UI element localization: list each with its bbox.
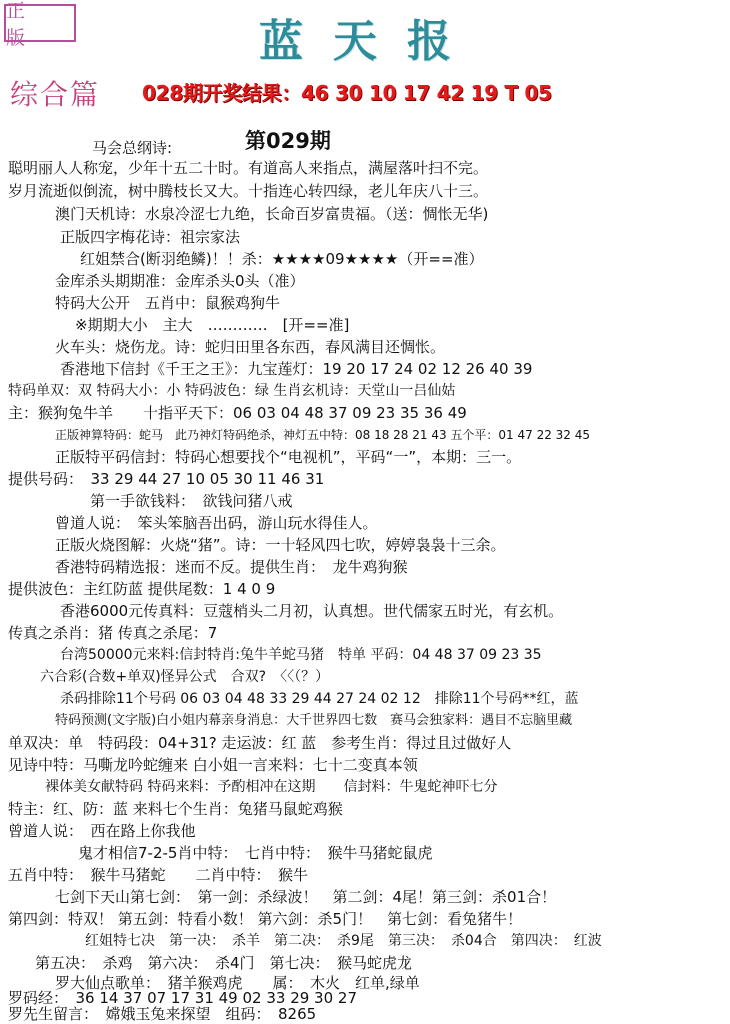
newspaper-title: 蓝天报	[259, 16, 481, 67]
section-label: 综合篇	[10, 78, 101, 111]
issue-number: 第029期	[245, 129, 331, 153]
text-line: 正版神算特码：蛇马 此乃神灯特码绝杀，神灯五中特：08 18 28 21 43 五个平：01 47 22 32 45	[55, 428, 591, 442]
text-line: 正版火烧图解：火烧“猪”。诗：一十轻风四七吹，婷婷袅袅十三余。	[55, 536, 506, 554]
text-line: 鬼才相信7-2-5肖中特： 七肖中特： 猴牛马猪蛇鼠虎	[78, 844, 433, 862]
text-line: 见诗中特：马嘶龙吟蛇缠来 白小姐一言来料：七十二变真本领	[8, 756, 418, 774]
text-line: 火车头：烧伤龙。诗：蛇归田里各东西，春风满目还惆怅。	[55, 338, 446, 356]
text-line: 台湾50000元来料:信封特肖:兔牛羊蛇马猪 特单 平码：04 48 37 09 23 35	[60, 647, 542, 663]
draw-result: 028期开奖结果：46 30 10 17 42 19 T 05	[142, 81, 552, 105]
text-line: 七剑下天山第七剑： 第一剑：杀绿波！ 第二剑：4尾！第三剑：杀01合！	[55, 888, 557, 906]
text-line: 罗大仙点歌单： 猪羊猴鸡虎 属： 木火 红单,绿单	[55, 974, 420, 992]
text-line: 杀码排除11个号码 06 03 04 48 33 29 44 27 24 02 12 排除11个号码**红，蓝	[60, 691, 579, 707]
text-line: 正版特平码信封：特码心想要找个“电视机”，平码“一”，本期：三一。	[55, 448, 522, 466]
text-line: 红姐禁合(断羽绝鳞)！！杀：★★★★09★★★★（开==准）	[80, 250, 484, 268]
text-line: 五肖中特： 猴牛马猪蛇 二肖中特： 猴牛	[8, 866, 309, 884]
text-line: 罗码经： 36 14 37 07 17 31 49 02 33 29 30 27	[8, 989, 357, 1007]
text-line: 单双决：单 特码段：04+31? 走运波：红 蓝 参考生肖：得过且过做好人	[8, 734, 512, 752]
official-badge: 正 版	[4, 4, 76, 42]
text-line: 第四剑：特双！ 第五剑：特看小数！ 第六剑：杀5门！ 第七剑：看兔猪牛！	[8, 910, 523, 928]
text-line: 曾道人说： 笨头笨脑吾出码，游山玩水得佳人。	[55, 514, 378, 532]
text-line: 第五决： 杀鸡 第六决： 杀4门 第七决： 猴马蛇虎龙	[35, 954, 413, 972]
text-line: 提供号码： 33 29 44 27 10 05 30 11 46 31	[8, 470, 325, 488]
text-line: 罗先生留言： 嫦娥玉兔来探望 组码： 8265	[8, 1005, 317, 1023]
text-line: 裸体美女献特码 特码来料：予酌相冲在这期 信封料：牛鬼蛇神吓七分	[45, 779, 498, 795]
text-line: 香港6000元传真料：豆蔻梢头二月初，认真想。世代儒家五时光，有玄机。	[60, 602, 564, 620]
text-line: 特主：红、防：蓝 来料七个生肖：兔猪马鼠蛇鸡猴	[8, 800, 343, 818]
text-line: 香港特码精选报：迷而不反。提供生肖： 龙牛鸡狗猴	[55, 558, 408, 576]
text-line: 特码预测(文字版)白小姐内幕亲身消息：大千世界四七数 赛马会独家料：遇目不忘脑里藏	[55, 713, 573, 728]
text-line: 香港地下信封《千王之王》：九宝莲灯：19 20 17 24 02 12 26 40 39	[60, 360, 533, 378]
text-line: 正版四字梅花诗：祖宗家法	[60, 228, 241, 246]
text-line: 金库杀头期期准：金库杀头0头（准）	[55, 272, 305, 290]
text-line: 曾道人说： 西在路上你我他	[8, 822, 196, 840]
text-line: 特码单双：双 特码大小：小 特码波色：绿 生肖玄机诗：天堂山一吕仙姑	[8, 383, 456, 399]
text-line: 传真之杀肖：猪 传真之杀尾：7	[8, 624, 218, 642]
text-line: 主：猴狗兔牛羊 十指平天下：06 03 04 48 37 09 23 35 36 49	[8, 404, 467, 422]
text-line: 马会总纲诗:	[92, 139, 173, 157]
text-line: 六合彩(合数+单双)怪异公式 合双? 〈〈（？）	[40, 669, 330, 685]
text-line: 提供波色：主红防蓝 提供尾数：1 4 0 9	[8, 580, 276, 598]
text-line: 岁月流逝似倒流，树中腾枝长又大。十指连心转四绿，老儿年庆八十三。	[8, 182, 489, 200]
text-line: 澳门天机诗：水泉冷涩七九绝，长命百岁富贵福。（送：惆怅无华)	[55, 205, 489, 223]
text-line: 特码大公开 五肖中：鼠猴鸡狗牛	[55, 294, 281, 312]
text-line: 聪明丽人人称宠，少年十五二十时。有道高人来指点，满屋落叶扫不完。	[8, 159, 489, 177]
text-line: ※期期大小 主大 ………… [开==准]	[75, 316, 350, 334]
text-line: 第一手欲钱料： 欲钱问猪八戒	[90, 492, 293, 510]
text-line: 红姐特七决 第一决： 杀羊 第二决： 杀9尾 第三决： 杀04合 第四决： 红波	[85, 933, 602, 949]
